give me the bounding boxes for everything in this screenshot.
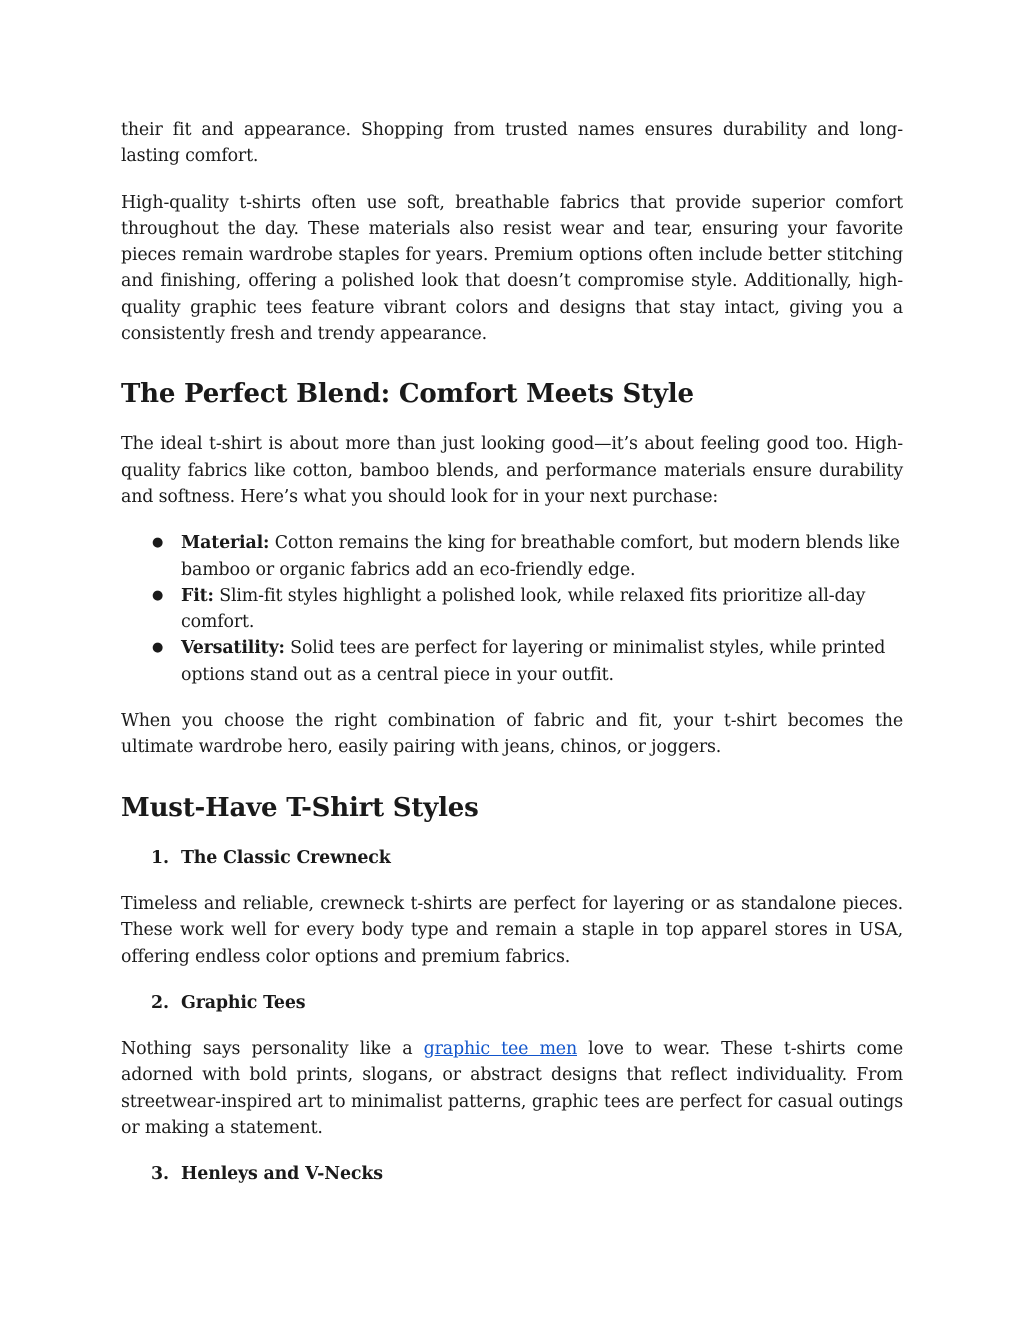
numbered-heading-henleys-vnecks (121, 1161, 903, 1187)
list-number: 1. (151, 847, 169, 868)
section1-outro-paragraph: When you choose the right combination of fabric and fit, your t-shirt becomes the ultimate wardrobe hero, easily pairing with jeans, chinos, or joggers. (121, 711, 903, 758)
numbered-heading-title: Graphic Tees (181, 992, 306, 1013)
bullet-text: Cotton remains the king for breathable comfort, but modern blends like bamboo or organic fabrics add an eco-friendly edge. (181, 533, 900, 580)
list-number: 3. (151, 1164, 169, 1185)
bullet-text: Slim-fit styles highlight a polished look, while relaxed fits prioritize all-day comfort. (181, 585, 866, 633)
bullet-label: Fit: (181, 585, 214, 606)
paragraph-text: love to wear. These t-shirts come adorned with bold prints, slogans, or abstract designs that reflect individuality. From streetwear-inspired art to minimalist patterns, graphic tees are perfect for casual outings or making a statement. (121, 1039, 903, 1139)
graphic-tee-men-link[interactable]: graphic tee men (423, 1039, 577, 1060)
numbered-heading-title: Henleys and V-Necks (181, 1164, 383, 1185)
bullet-label: Material: (181, 533, 270, 554)
bullet-item-versatility (152, 635, 903, 688)
bullet-dot-icon: ● (152, 587, 164, 603)
graphic-tees-paragraph (121, 1036, 903, 1141)
numbered-heading-graphic-tees (121, 990, 903, 1016)
section-heading-perfect-blend: The Perfect Blend: Comfort Meets Style (121, 379, 694, 410)
numbered-heading-classic-crewneck (121, 845, 903, 871)
feature-bullet-list (121, 530, 903, 688)
intro-paragraph-1: their fit and appearance. Shopping from trusted names ensures durability and long-lasting comfort. (121, 120, 903, 167)
bullet-dot-icon: ● (152, 640, 164, 656)
bullet-item-fit (152, 583, 903, 636)
numbered-heading-title: The Classic Crewneck (181, 847, 391, 868)
crewneck-paragraph: Timeless and reliable, crewneck t-shirts are perfect for layering or as standalone pieces. These work well for every body type and remain a staple in top apparel stores in USA, offering endless color options and premium fabrics. (121, 893, 903, 967)
section-heading-must-have-styles: Must-Have T-Shirt Styles (121, 792, 479, 823)
intro-paragraph-2: High-quality t-shirts often use soft, breathable fabrics that provide superior comfort throughout the day. These materials also resist wear and tear, ensuring your favorite pieces remain wardrobe staples for years. Premium options often include better stitching and finishing, offering a polished look that doesn’t compromise style. Additionally, high-quality graphic tees feature vibrant colors and designs that stay intact, giving you a consistently fresh and trendy appearance. (121, 192, 903, 345)
list-number: 2. (151, 992, 169, 1013)
document-page (121, 117, 903, 1188)
bullet-text: Solid tees are perfect for layering or minimalist styles, while printed options stand out as a central piece in your outfit. (181, 638, 886, 685)
bullet-dot-icon: ● (152, 535, 164, 551)
section1-intro-paragraph: The ideal t-shirt is about more than just looking good—it’s about feeling good too. High-quality fabrics like cotton, bamboo blends, and performance materials ensure durability and softness. Here’s what you should look for in your next purchase: (121, 434, 903, 507)
paragraph-text: Nothing says personality like a (121, 1039, 424, 1060)
bullet-item-material (152, 530, 903, 583)
bullet-label: Versatility: (181, 638, 285, 659)
